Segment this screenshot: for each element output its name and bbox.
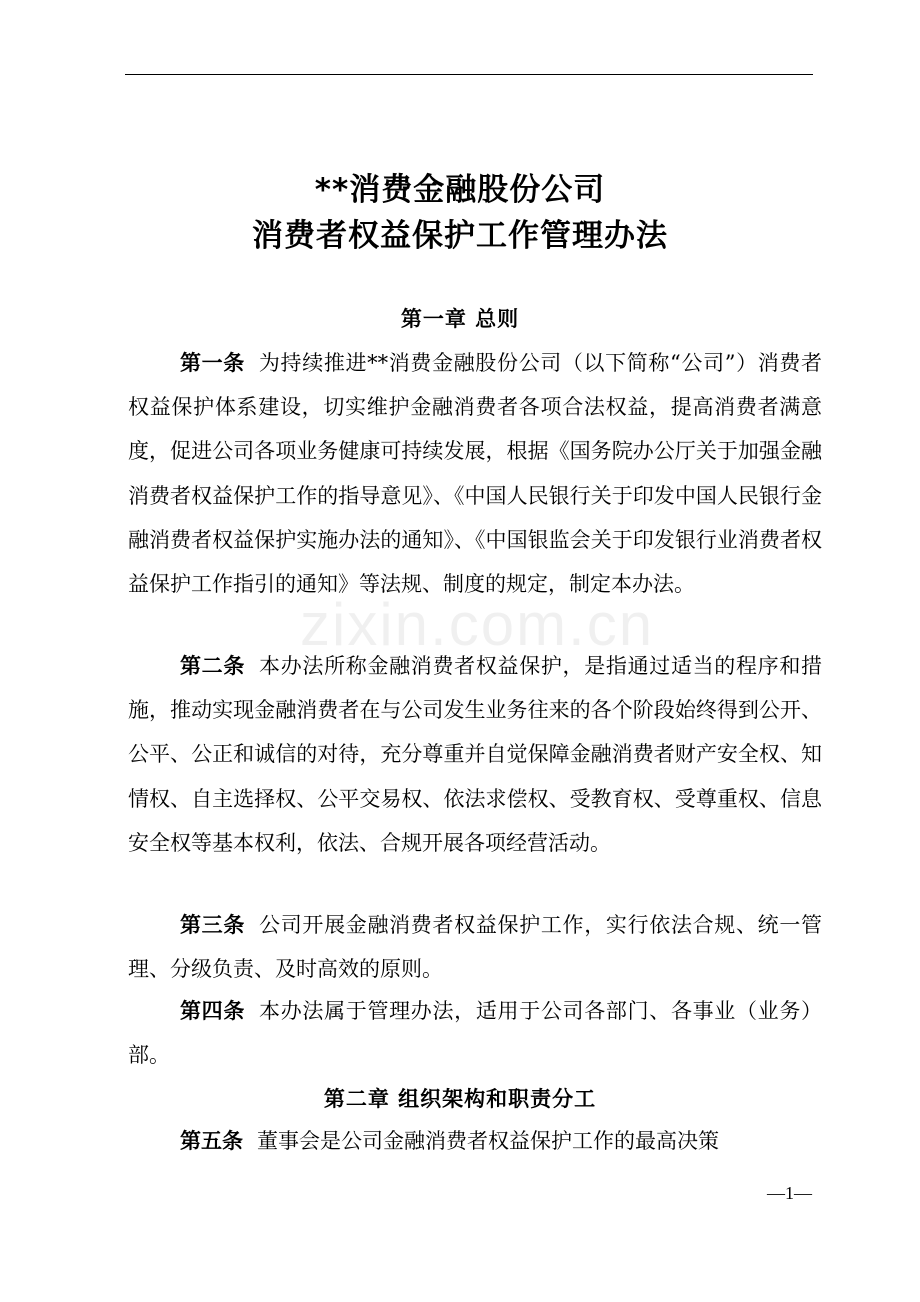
article-5: [128, 1119, 822, 1163]
document-title-line2: 消费者权益保护工作管理办法: [252, 218, 668, 254]
article-1-text: 为持续推进**消费金融股份公司（以下简称“公司”）消费者权益保护体系建设，切实维护金融消费者各项合法权益，提高消费者满意度，促进公司各项业务健康可持续发展，根据《国务院办公厅关于加强金融消费者权益保护工作的指导意见》、《中国人民银行关于印发中国人民银行金融消费者权益保护实施办法的通知》、《中国银监会关于印发银行业消费者权益保护工作指引的通知》等法规、制度的规定，制定本办法。: [128, 351, 822, 597]
document-title-line1: **消费金融股份公司: [314, 172, 606, 208]
article-1-lead: 第一条: [180, 351, 245, 375]
article-5-lead: 第五条: [180, 1129, 243, 1153]
article-4: [128, 989, 822, 1077]
article-4-text: 本办法属于管理办法，适用于公司各部门、各事业（业务）部。: [128, 999, 823, 1068]
article-2-lead: 第二条: [180, 654, 246, 678]
article-1: [128, 341, 822, 606]
chapter1-heading: 第一章 总则: [400, 307, 520, 331]
watermark: zixin.com.cn: [300, 591, 655, 658]
article-3: [128, 903, 822, 991]
article-3-text: 公司开展金融消费者权益保护工作，实行依法合规、统一管理、分级负责、及时高效的原则。: [128, 913, 823, 982]
article-2: [128, 644, 822, 865]
page-number: —1—: [767, 1183, 812, 1203]
article-2-text: 本办法所称金融消费者权益保护，是指通过适当的程序和措施，推动实现金融消费者在与公司发生业务往来的各个阶段始终得到公开、公平、公正和诚信的对待，充分尊重并自觉保障金融消费者财产安全权、知情权、自主选择权、公平交易权、依法求偿权、受教育权、受尊重权、信息安全权等基本权利，依法、合规开展各项经营活动。: [128, 654, 823, 855]
header-rule: [125, 74, 813, 75]
article-5-text: 董事会是公司金融消费者权益保护工作的最高决策: [257, 1129, 719, 1153]
article-4-lead: 第四条: [180, 999, 246, 1023]
chapter2-heading: 第二章 组织架构和职责分工: [323, 1087, 597, 1111]
article-3-lead: 第三条: [180, 913, 246, 937]
